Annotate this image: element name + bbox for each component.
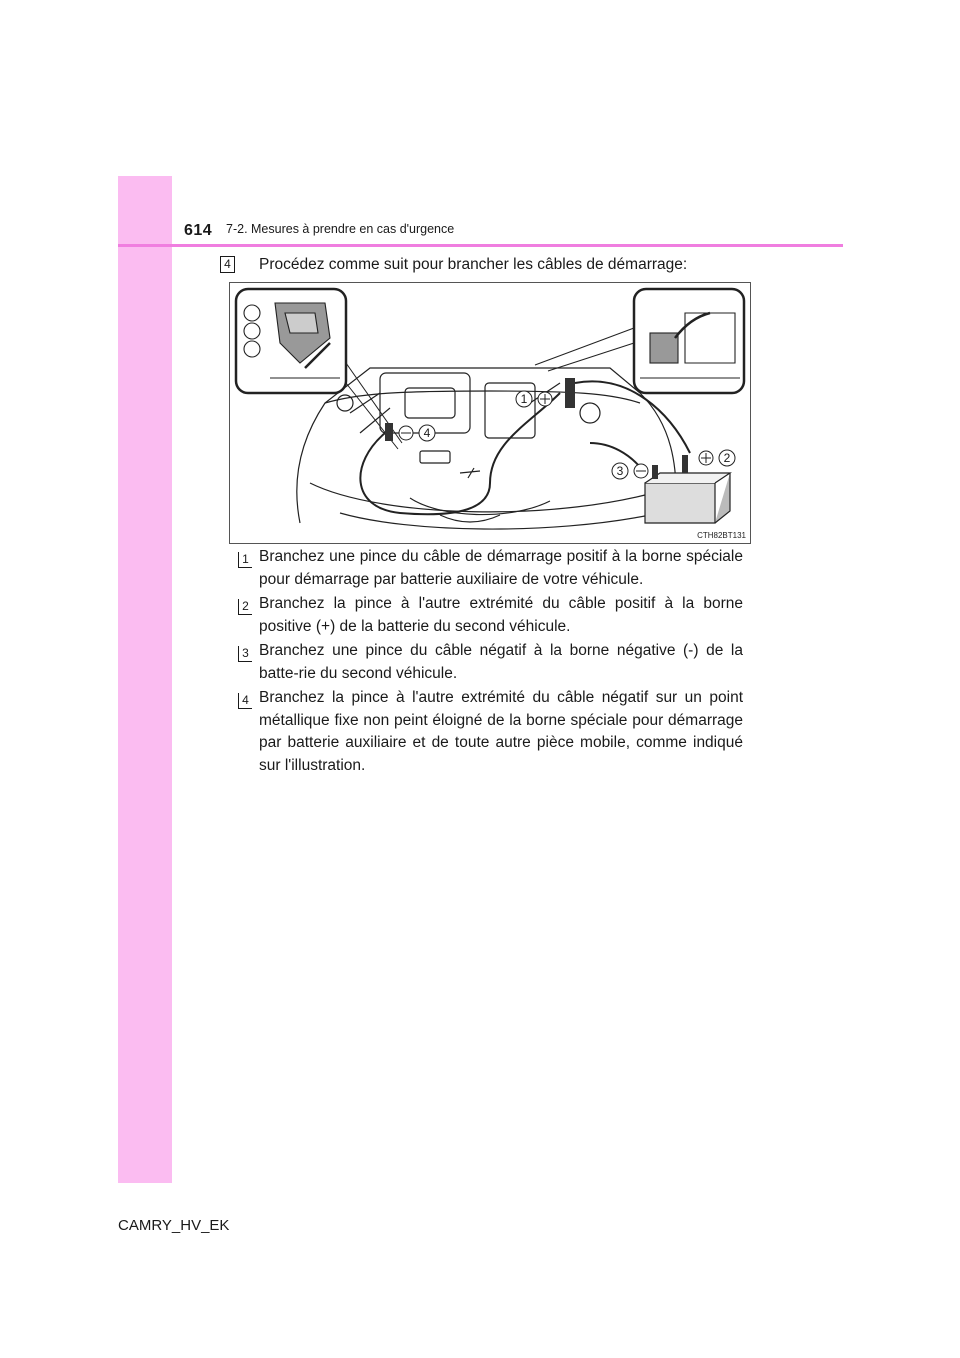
model-code: CAMRY_HV_EK xyxy=(118,1217,230,1234)
figure-code: CTH82BT131 xyxy=(697,531,746,540)
callout-2 xyxy=(699,450,735,466)
step-number-box: 4 xyxy=(220,256,235,273)
second-battery xyxy=(645,455,730,523)
callout-1 xyxy=(516,391,552,407)
substep-number: 1 xyxy=(238,552,252,568)
substep-text: Branchez une pince du câble de démarrage positif à la borne spéciale pour démarrage par batterie auxiliaire de votre véhicule. xyxy=(259,548,743,588)
step-intro-text: Procédez comme suit pour brancher les câbles de démarrage: xyxy=(259,256,688,273)
substep-number: 2 xyxy=(238,599,252,615)
substep-number: 3 xyxy=(238,646,252,662)
callout-3 xyxy=(612,463,648,479)
svg-text:3: 3 xyxy=(616,464,624,478)
substep-text: Branchez la pince à l'autre extrémité du câble positif à la borne positive (+) de la batterie du second véhicule. xyxy=(259,595,743,635)
substep-number: 4 xyxy=(238,693,252,709)
page-number: 614 xyxy=(184,222,213,239)
section-title: 7-2. Mesures à prendre en cas d'urgence xyxy=(226,222,455,236)
section-color-tab xyxy=(118,176,172,1183)
header-rule xyxy=(118,244,843,247)
left-detail-inset xyxy=(236,289,346,393)
svg-text:1: 1 xyxy=(520,392,528,406)
substep-text: Branchez une pince du câble négatif à la borne négative (-) de la batte-rie du second véhicule. xyxy=(259,642,743,682)
substep-text: Branchez la pince à l'autre extrémité du câble négatif sur un point métallique fixe non peint éloigné de la borne spéciale pour démarrage par batterie auxiliaire et de toute autre pièce mobile, comme indiqué sur l'illustration. xyxy=(259,689,743,774)
svg-text:2: 2 xyxy=(723,451,731,465)
engine-bay-drawing xyxy=(230,283,750,543)
right-detail-inset xyxy=(634,289,744,393)
jump-start-illustration xyxy=(229,282,751,544)
svg-text:4: 4 xyxy=(423,426,431,440)
